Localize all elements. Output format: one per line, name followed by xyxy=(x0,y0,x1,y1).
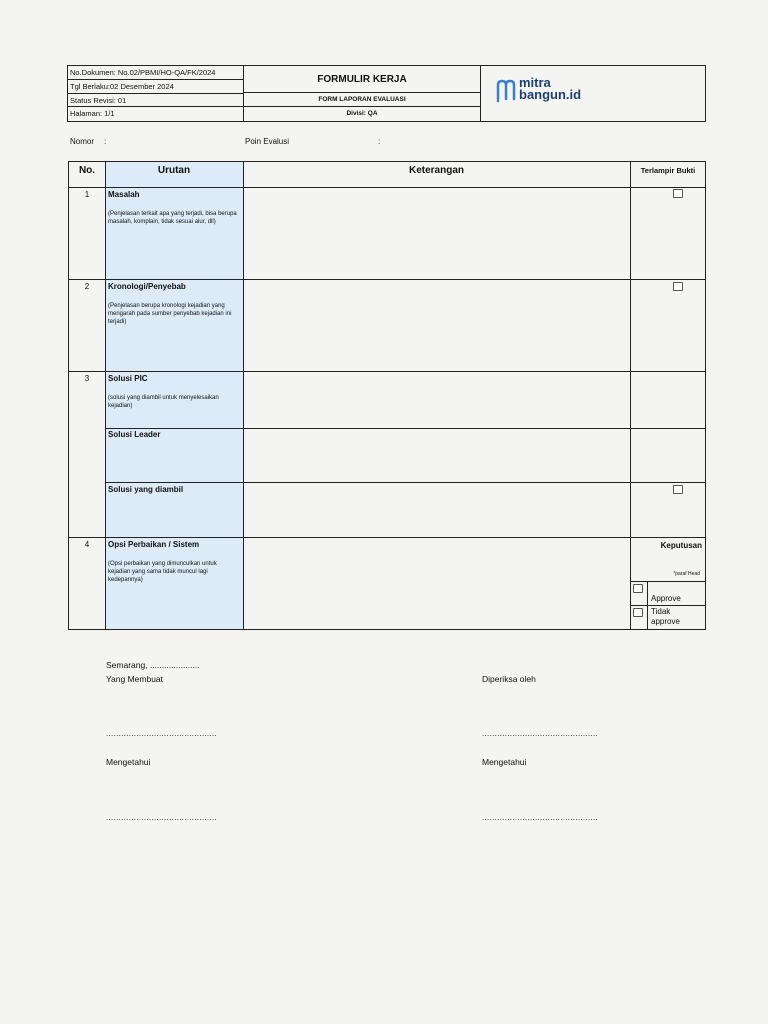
row-label-solusi-pic: Solusi PIC xyxy=(108,374,148,383)
row-label-solusi-leader: Solusi Leader xyxy=(108,430,161,439)
row-divider xyxy=(69,279,705,280)
header-terlampir-bukti: Terlampir Bukti xyxy=(640,166,696,175)
signature-line-mengetahui-right: .............................................. xyxy=(482,813,599,822)
paraf-head-note: *paraf Head xyxy=(673,571,700,577)
keputusan-label: Keputusan xyxy=(660,541,702,550)
col-divider xyxy=(105,162,106,629)
approve-checkbox[interactable] xyxy=(633,584,643,593)
division-label: Divisi: QA xyxy=(346,110,378,117)
header-no: No. xyxy=(78,165,96,176)
bukti-checkbox-solusi[interactable] xyxy=(673,485,683,494)
doc-number: No.Dokumen: No.02/PBMI/HO-QA/FK/2024 xyxy=(68,66,243,80)
row-desc-kronologi: (Penjelasan berupa kronologi kejadian yang mengarah pada sumber penyebab kejadian ini terjadi) xyxy=(108,303,232,325)
row-label-opsi-perbaikan: Opsi Perbaikan / Sistem xyxy=(108,540,200,549)
form-title-block xyxy=(244,66,481,121)
document-header xyxy=(67,65,706,122)
logo-line-2: bangun.id xyxy=(519,87,582,102)
yang-membuat-label: Yang Membuat xyxy=(106,674,164,684)
approve-divider xyxy=(630,605,705,606)
revision-status: Status Revisi: 01 xyxy=(68,94,243,108)
row-label-masalah: Masalah xyxy=(108,190,140,199)
row-number: 1 xyxy=(84,190,90,199)
col-divider xyxy=(243,162,244,629)
row-number: 4 xyxy=(84,540,90,549)
col-divider xyxy=(630,162,631,629)
row-divider xyxy=(69,537,705,538)
tidak-approve-checkbox[interactable] xyxy=(633,608,643,617)
header-urutan: Urutan xyxy=(157,165,191,176)
logo-line-1: mitra xyxy=(519,75,551,90)
signature-line-mengetahui-left: ............................................ xyxy=(106,813,217,822)
signature-line-membuat: ............................................ xyxy=(106,729,217,738)
tidak-approve-label: Tidak approve xyxy=(651,607,680,626)
evaluation-table xyxy=(68,161,706,630)
form-subtitle: FORM LAPORAN EVALUASI xyxy=(244,93,480,107)
row-desc-solusi-pic: (solusi yang diambil untuk menyelesaikan kejadian) xyxy=(108,395,219,409)
row-label-kronologi: Kronologi/Penyebab xyxy=(108,282,186,291)
row-divider xyxy=(105,428,705,429)
nomor-label: Nomor xyxy=(70,137,95,146)
place-date: Semarang, ..................... xyxy=(106,660,200,670)
header-keterangan: Keterangan xyxy=(408,165,464,176)
diperiksa-oleh-label: Diperiksa oleh xyxy=(482,674,536,684)
logo-mark-icon xyxy=(495,77,517,103)
row-desc-masalah: (Penjelasan terkait apa yang terjadi, bisa berupa masalah, komplain, tidak sesuai alur, dll) xyxy=(108,211,237,225)
approve-col-divider xyxy=(647,581,648,629)
row-label-solusi-diambil: Solusi yang diambil xyxy=(108,485,184,494)
row-number: 2 xyxy=(84,282,90,291)
poin-evaluasi-colon: : xyxy=(378,137,381,146)
approve-divider xyxy=(630,581,705,582)
nomor-colon: : xyxy=(104,137,107,146)
effective-date: Tgl Berlaku:02 Desember 2024 xyxy=(68,80,243,94)
document-info xyxy=(68,66,244,121)
page-count: Halaman: 1/1 xyxy=(70,109,115,119)
row-divider xyxy=(69,187,705,188)
approve-label: Approve xyxy=(651,594,681,603)
mengetahui-left-label: Mengetahui xyxy=(106,757,151,767)
bukti-checkbox-masalah[interactable] xyxy=(673,189,683,198)
mitra-bangun-logo xyxy=(495,75,605,109)
form-title: FORMULIR KERJA xyxy=(244,66,480,93)
logo-text xyxy=(519,77,581,101)
mengetahui-right-label: Mengetahui xyxy=(482,757,527,767)
signature-line-diperiksa: .............................................. xyxy=(482,729,599,738)
row-divider xyxy=(69,371,705,372)
row-desc-opsi-perbaikan: (Opsi perbaikan yang dimunculkan untuk kejadian yang sama tidak muncul lagi kedepannya) xyxy=(108,561,217,583)
row-divider xyxy=(105,482,705,483)
row-number: 3 xyxy=(84,374,90,383)
bukti-checkbox-kronologi[interactable] xyxy=(673,282,683,291)
poin-evaluasi-label: Poin Evalusi xyxy=(245,137,290,146)
